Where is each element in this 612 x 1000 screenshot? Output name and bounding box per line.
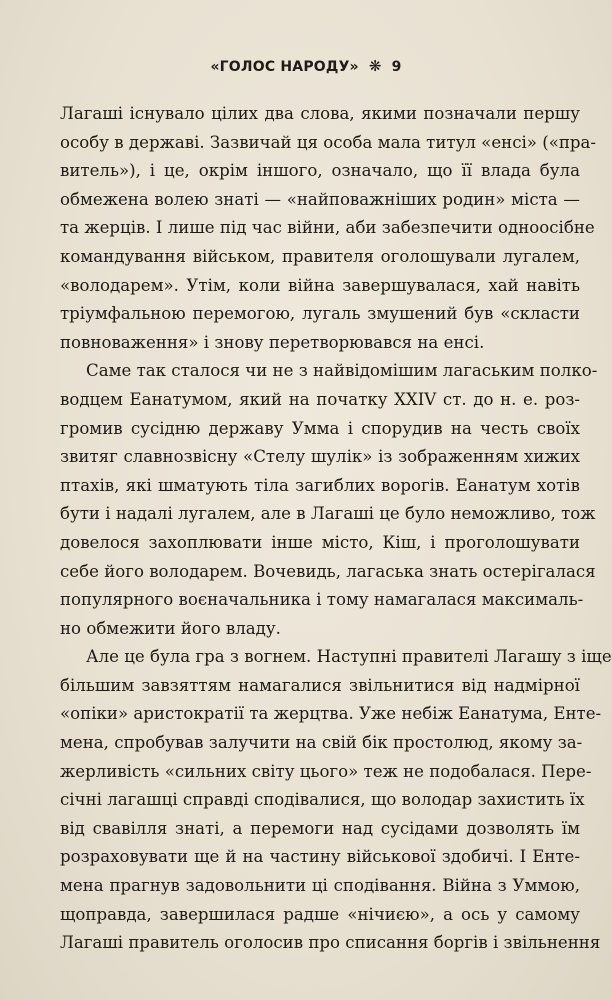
text-line: громив сусідню державу Умма і спорудив на честь своїх xyxy=(60,418,580,438)
text-line: більшим завзяттям намагалися звільнитися від надмірної xyxy=(60,675,580,695)
text-line: особу в державі. Зазвичай ця особа мала титул «енсі» («пра- xyxy=(60,132,597,152)
text-line: мена, спробував залучити на свій бік простолюд, якому за- xyxy=(60,733,583,753)
paragraph-2 xyxy=(60,357,598,643)
text-line: но обмежити його владу. xyxy=(60,618,281,638)
text-line: водцем Еанатумом, який на початку XXIV ст. до н. е. роз- xyxy=(60,389,580,409)
text-line: Лагаші правитель оголосив про списання боргів і звільнення xyxy=(60,933,601,953)
text-line: командування військом, правителя оголошували лугалем, xyxy=(60,246,580,266)
separator-ornament-icon: ❋ xyxy=(368,57,382,75)
text-line: довелося захоплювати інше місто, Кіш, і проголошувати xyxy=(60,532,580,552)
text-line: січні лагашці справді сподівалися, що володар захистить їх xyxy=(60,790,585,810)
paragraph-1 xyxy=(60,100,597,357)
text-line: себе його володарем. Вочевидь, лагаська знать остерігалася xyxy=(60,561,596,581)
text-line: популярного воєначальника і тому намагалася максималь- xyxy=(60,590,584,610)
paragraph-3 xyxy=(60,643,612,958)
text-line: «опіки» аристократії та жерцтва. Уже небіж Еанатума, Енте- xyxy=(60,704,602,724)
text-line: звитяг славнозвісну «Стелу шулік» із зображенням хижих xyxy=(60,447,580,467)
text-line: жерливість «сильних світу цього» теж не подобалася. Пере- xyxy=(60,761,592,781)
running-head xyxy=(0,57,612,75)
text-line: розраховувати ще й на частину військової здобичі. І Енте- xyxy=(60,847,580,867)
text-line: бути і надалі лугалем, але в Лагаші це було неможливо, тож xyxy=(60,504,596,524)
text-line: від свавілля знаті, а перемоги над сусідами дозволять їм xyxy=(60,818,580,838)
text-line: Лагаші існувало цілих два слова, якими позначали першу xyxy=(60,104,580,123)
text-line: Але це була гра з вогнем. Наступні правителі Лагашу з іще xyxy=(86,647,612,667)
text-line: щоправда, завершилася радше «нічиєю», а ось у самому xyxy=(60,904,580,924)
text-line: повноваження» і знову перетворювався на енсі. xyxy=(60,332,485,352)
text-line: та жерців. І лише під час війни, аби забезпечити одноосібне xyxy=(60,218,595,238)
text-line: мена прагнув задовольнити ці сподівання. Війна з Уммою, xyxy=(60,876,580,896)
text-line: обмежена волею знаті — «найповажніших родин» міста — xyxy=(60,189,580,209)
text-line: птахів, які шматують тіла загиблих ворогів. Еанатум хотів xyxy=(60,475,580,495)
text-line: тріумфальною перемогою, лугаль змушений був «скласти xyxy=(60,304,580,324)
page-number: 9 xyxy=(391,59,402,75)
running-head-title: «ГОЛОС НАРОДУ» xyxy=(210,59,359,75)
text-line: «володарем». Утім, коли війна завершувалася, хай навіть xyxy=(60,275,580,295)
text-line: витель»), і це, окрім іншого, означало, що її влада була xyxy=(60,161,580,181)
body-text xyxy=(60,100,612,958)
text-line: Саме так сталося чи не з найвідомішим лагаським полко- xyxy=(86,361,598,381)
